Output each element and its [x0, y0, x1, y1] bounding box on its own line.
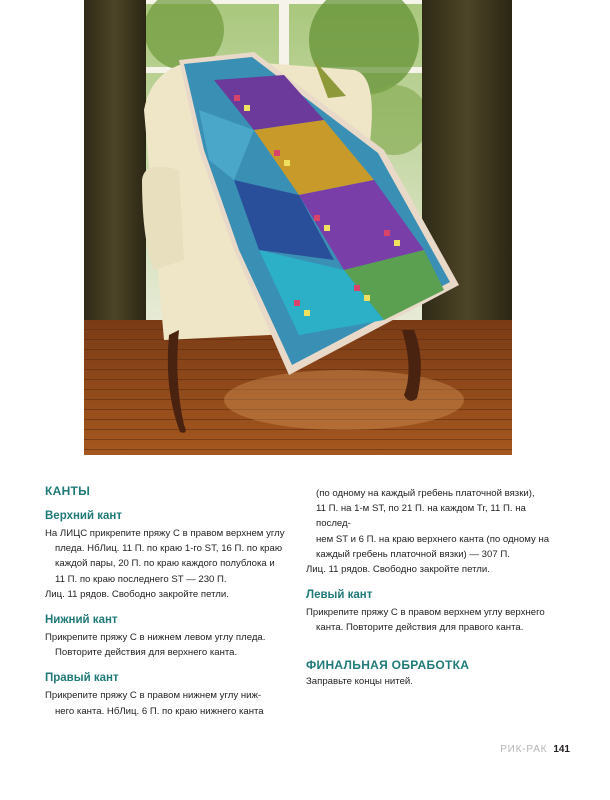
bottom-edge-line: Повторите действия для верхнего канта. [55, 647, 238, 659]
right-edge-continuation-line: 11 П. на 1-м ST, по 21 П. на каждом Tr, 11 П. на послед- [316, 503, 526, 530]
blanket-photo [84, 0, 512, 455]
finishing-line: Заправьте концы нитей. [306, 675, 413, 687]
left-edge-line: канта. Повторите действия для правого канта. [316, 622, 524, 634]
bottom-edge-title: Нижний кант [45, 614, 118, 627]
edges-heading: КАНТЫ [45, 484, 91, 498]
top-edge-line: Лиц. 11 рядов. Свободно закройте петли. [45, 588, 229, 600]
finishing-heading: ФИНАЛЬНАЯ ОБРАБОТКА [306, 657, 470, 672]
page-number: 141 [553, 744, 570, 755]
right-edge-title: Правый кант [45, 672, 119, 685]
right-edge-continuation-line: (по одному на каждый гребень платочной вязки), [316, 488, 535, 499]
top-edge-line: каждой пары, 20 П. по краю каждого полублока и [55, 558, 275, 570]
blanket-photo-illustration [84, 0, 512, 455]
bottom-edge-line: Прикрепите пряжу С в нижнем левом углу пледа. [45, 632, 266, 644]
top-edge-line: На ЛИЦС прикрепите пряжу С в правом верхнем углу [45, 528, 285, 539]
left-edge-line: Прикрепите пряжу С в правом верхнем углу верхнего [306, 607, 545, 619]
right-edge-line: него канта. НбЛиц. 6 П. по краю нижнего канта [55, 705, 264, 717]
top-edge-title: Верхний кант [45, 510, 122, 522]
section-name: РИК-РАК [500, 744, 548, 755]
right-edge-continuation-line: Лиц. 11 рядов. Свободно закройте петли. [306, 564, 490, 576]
right-edge-line: Прикрепите пряжу С в правом нижнем углу ниж- [45, 690, 262, 702]
right-edge-continuation-line: нем ST и 6 П. на краю верхнего канта (по одному на [316, 533, 550, 545]
right-column [306, 486, 554, 689]
page-footer [500, 744, 570, 756]
top-edge-line: 11 П. по краю последнего ST — 230 П. [55, 573, 227, 585]
right-edge-continuation-line: каждый гребень платочной вязки) — 307 П. [316, 548, 510, 560]
left-column [45, 484, 293, 719]
top-edge-line: пледа. НбЛиц. 11 П. по краю 1-го ST, 16 П. по краю [55, 543, 283, 555]
left-edge-title: Левый кант [306, 589, 373, 602]
